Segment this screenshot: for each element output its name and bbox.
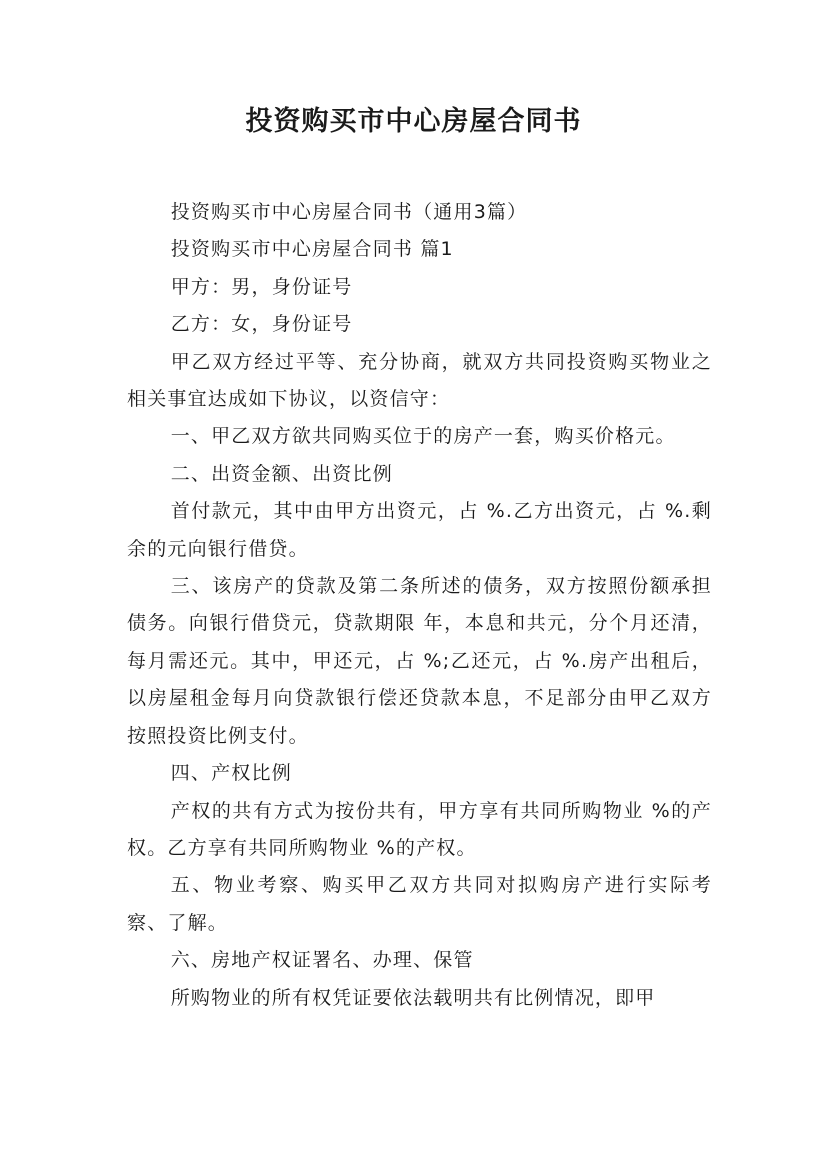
paragraph-article-title: 投资购买市中心房屋合同书 篇1 <box>170 238 454 261</box>
paragraph-clause-3: 三、该房产的贷款及第二条所述的债务，双方按照份额承担债务。向银行借贷元，贷款期限 年，本息和共元，分个月还清，每月需还元。其中，甲还元，占 %;乙还元，占 %.房产出租后，以房屋租金每月向贷款银行偿还贷款本息，不足部分由甲乙双方按照投资比例支付。 <box>127 575 712 747</box>
paragraph-clause-4-heading: 四、产权比例 <box>170 762 292 785</box>
paragraph-party-b: 乙方：女，身份证号 <box>170 313 353 336</box>
paragraph-clause-4-body: 产权的共有方式为按份共有，甲方享有共同所购物业 %的产权。乙方享有共同所购物业 %的产权。 <box>127 799 712 859</box>
paragraph-party-a: 甲方：男，身份证号 <box>170 275 353 298</box>
paragraph-heading: 投资购买市中心房屋合同书（通用3篇） <box>170 201 528 223</box>
paragraph-clause-6-body: 所购物业的所有权凭证要依法载明共有比例情况，即甲 <box>170 986 656 1009</box>
paragraph-clause-5: 五、物业考察、购买甲乙双方共同对拟购房产进行实际考察、了解。 <box>127 874 712 934</box>
paragraph-preamble: 甲乙双方经过平等、充分协商，就双方共同投资购买物业之相关事宜达成如下协议，以资信守： <box>127 350 712 411</box>
document-title: 投资购买市中心房屋合同书 <box>245 106 582 137</box>
paragraph-clause-2-heading: 二、出资金额、出资比例 <box>170 462 393 485</box>
document-body <box>127 194 712 1017</box>
paragraph-clause-2-body: 首付款元，其中由甲方出资元，占 %.乙方出资元，占 %.剩余的元向银行借贷。 <box>127 500 712 560</box>
paragraph-clause-1: 一、甲乙双方欲共同购买位于的房产一套，购买价格元。 <box>170 425 676 448</box>
paragraph-clause-6-heading: 六、房地产权证署名、办理、保管 <box>170 949 474 972</box>
